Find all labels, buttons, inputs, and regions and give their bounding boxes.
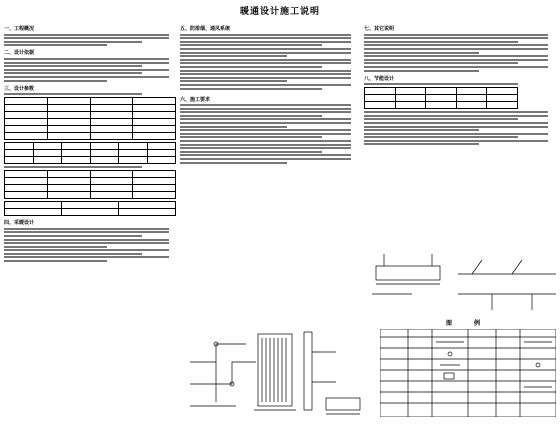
table-cell	[47, 133, 90, 140]
table-cell	[426, 102, 457, 109]
text-line	[364, 66, 548, 68]
table-cell	[456, 102, 487, 109]
table-cell	[47, 171, 90, 178]
table-cell	[47, 192, 90, 199]
table-row	[365, 95, 518, 102]
table-cell	[147, 157, 176, 164]
text-line	[4, 249, 169, 251]
table-cell	[5, 126, 48, 133]
table-cell	[5, 119, 48, 126]
text-line	[4, 239, 169, 241]
text-line	[180, 129, 351, 131]
table-cell	[90, 185, 133, 192]
table-cell	[119, 143, 148, 150]
text-line	[4, 34, 169, 36]
text-line	[180, 88, 322, 90]
table-cell	[487, 95, 518, 102]
text-line	[180, 158, 351, 160]
text-line	[364, 133, 548, 135]
table-cell	[5, 192, 48, 199]
table-cell	[395, 102, 426, 109]
section-heading-ventilation: 五、防排烟、通风系统	[180, 26, 231, 32]
table-cell	[90, 133, 133, 140]
text-line	[364, 62, 518, 64]
text-line	[364, 44, 548, 46]
table-row	[5, 143, 176, 150]
text-line	[180, 84, 351, 86]
table-row	[5, 209, 176, 216]
text-line	[364, 129, 479, 131]
table-cell	[133, 119, 176, 126]
table-cell	[5, 209, 62, 216]
text-line	[4, 235, 142, 237]
text-line	[180, 140, 351, 142]
table-cell	[365, 102, 396, 109]
installation-detail	[372, 250, 556, 316]
table-cell	[487, 102, 518, 109]
table-row	[365, 88, 518, 95]
table-cell	[5, 112, 48, 119]
text-line	[180, 80, 287, 82]
table-row	[5, 185, 176, 192]
text-line	[364, 140, 548, 142]
text-line	[364, 48, 548, 50]
table-cell	[365, 95, 396, 102]
table-row	[365, 102, 518, 109]
table-cell	[90, 150, 119, 157]
table-cell	[5, 202, 62, 209]
table-cell	[119, 150, 148, 157]
table-cell	[5, 171, 48, 178]
table-cell	[5, 105, 48, 112]
table-cell	[47, 178, 90, 185]
text-line	[180, 118, 351, 120]
table-cell	[365, 88, 396, 95]
table-cell	[90, 143, 119, 150]
document-title: 暖通设计施工说明	[239, 7, 320, 17]
section-heading-heating: 四、采暖设计	[4, 220, 35, 227]
table-cell	[90, 171, 133, 178]
text-line	[364, 136, 518, 138]
text-line	[364, 59, 548, 61]
load-table	[4, 201, 176, 216]
table-cell	[456, 88, 487, 95]
text-line	[180, 108, 351, 110]
energy-table	[364, 87, 518, 109]
legend-table	[380, 329, 556, 417]
table-cell	[133, 112, 176, 119]
text-line	[364, 34, 548, 36]
table-cell	[5, 178, 48, 185]
table-cell	[133, 133, 176, 140]
table-cell	[47, 105, 90, 112]
text-line	[4, 58, 169, 60]
text-line	[364, 70, 479, 72]
table-cell	[47, 119, 90, 126]
text-line	[364, 122, 548, 124]
text-line	[4, 41, 142, 43]
text-line	[180, 122, 351, 124]
text-line	[4, 231, 169, 233]
table-cell	[133, 105, 176, 112]
table-row	[5, 150, 176, 157]
table-cell	[5, 157, 34, 164]
table-cell	[47, 126, 90, 133]
text-line	[180, 111, 351, 113]
text-line	[180, 59, 351, 61]
text-line	[180, 66, 322, 68]
text-line	[180, 37, 351, 39]
text-line	[180, 41, 351, 43]
table-cell	[62, 150, 91, 157]
table-row	[5, 119, 176, 126]
table-cell	[133, 126, 176, 133]
table-row	[5, 126, 176, 133]
text-line	[180, 62, 351, 64]
text-line	[180, 55, 287, 57]
table-cell	[133, 192, 176, 199]
table-cell	[47, 185, 90, 192]
table-cell	[90, 119, 133, 126]
table-cell	[5, 150, 34, 157]
text-line	[180, 154, 351, 156]
table-cell	[133, 185, 176, 192]
table-cell	[62, 209, 119, 216]
table-row	[5, 105, 176, 112]
section-heading-parameters: 三、设计参数	[4, 85, 35, 92]
text-line	[180, 34, 351, 36]
legend	[380, 318, 556, 421]
text-line	[4, 242, 169, 244]
table-cell	[133, 98, 176, 105]
table-cell	[47, 98, 90, 105]
table-cell	[90, 105, 133, 112]
text-line	[4, 69, 169, 71]
text-line	[364, 41, 518, 43]
table-cell	[62, 143, 91, 150]
table-cell	[119, 202, 176, 209]
section-heading-basis: 二、设计依据	[4, 50, 35, 57]
text-line	[4, 65, 142, 67]
text-line	[180, 104, 351, 106]
table-cell	[5, 133, 48, 140]
column-left	[4, 22, 176, 264]
text-line	[180, 162, 287, 164]
text-line	[180, 133, 351, 135]
table-cell	[47, 112, 90, 119]
legend-title: 图 例	[445, 320, 491, 327]
text-line	[4, 228, 169, 230]
table-row	[5, 178, 176, 185]
text-line	[364, 126, 548, 128]
column-right	[364, 22, 556, 147]
text-line	[4, 62, 169, 64]
text-line	[180, 115, 322, 117]
table-cell	[33, 150, 62, 157]
table-cell	[62, 202, 119, 209]
table-cell	[119, 209, 176, 216]
table-cell	[5, 143, 34, 150]
section-heading-energy: 八、节能设计	[364, 75, 395, 82]
table-row	[5, 171, 176, 178]
text-line	[180, 70, 351, 72]
table-cell	[133, 171, 176, 178]
pipe-system-detail	[186, 322, 366, 422]
table-row	[5, 157, 176, 164]
table-cell	[62, 157, 91, 164]
table-cell	[395, 95, 426, 102]
temperature-table	[4, 142, 176, 164]
table-row	[5, 98, 176, 105]
text-line	[4, 260, 107, 262]
table-cell	[395, 88, 426, 95]
table-cell	[90, 98, 133, 105]
table-cell	[90, 112, 133, 119]
section-heading-other: 七、其它说明	[364, 26, 395, 32]
table-row	[5, 202, 176, 209]
table-row	[5, 112, 176, 119]
table-cell	[133, 178, 176, 185]
text-line	[364, 83, 518, 85]
table-cell	[487, 88, 518, 95]
text-line	[364, 55, 548, 57]
text-line	[4, 246, 107, 248]
table-cell	[147, 143, 176, 150]
text-line	[180, 147, 351, 149]
text-line	[4, 80, 107, 82]
table-cell	[90, 157, 119, 164]
parameter-table	[4, 97, 176, 140]
text-line	[180, 73, 351, 75]
column-middle	[180, 22, 358, 165]
table-cell	[119, 157, 148, 164]
table-cell	[147, 150, 176, 157]
text-line	[364, 143, 479, 145]
heat-transfer-table	[4, 170, 176, 199]
section-heading-project: 一、工程概况	[4, 26, 35, 32]
text-line	[364, 111, 548, 113]
text-line	[4, 256, 169, 258]
text-line	[364, 52, 479, 54]
text-line	[4, 166, 142, 168]
text-line	[364, 37, 548, 39]
table-cell	[5, 185, 48, 192]
table-row	[5, 133, 176, 140]
table-cell	[90, 126, 133, 133]
section-heading-construction: 六、施工要求	[180, 96, 211, 103]
text-line	[4, 44, 107, 46]
table-cell	[33, 143, 62, 150]
table-cell	[90, 192, 133, 199]
text-line	[4, 37, 169, 39]
text-line	[4, 72, 142, 74]
text-line	[364, 118, 518, 120]
table-cell	[33, 157, 62, 164]
table-cell	[90, 178, 133, 185]
text-line	[364, 115, 548, 117]
text-line	[180, 144, 351, 146]
text-line	[180, 77, 351, 79]
text-line	[180, 136, 322, 138]
text-line	[180, 151, 322, 153]
text-line	[4, 93, 142, 95]
text-line	[180, 44, 322, 46]
text-line	[180, 48, 351, 50]
text-line	[180, 126, 287, 128]
table-row	[5, 192, 176, 199]
table-cell	[456, 95, 487, 102]
text-line	[4, 76, 169, 78]
table-cell	[426, 95, 457, 102]
table-cell	[426, 88, 457, 95]
text-line	[4, 253, 142, 255]
table-cell	[5, 98, 48, 105]
text-line	[180, 52, 351, 54]
